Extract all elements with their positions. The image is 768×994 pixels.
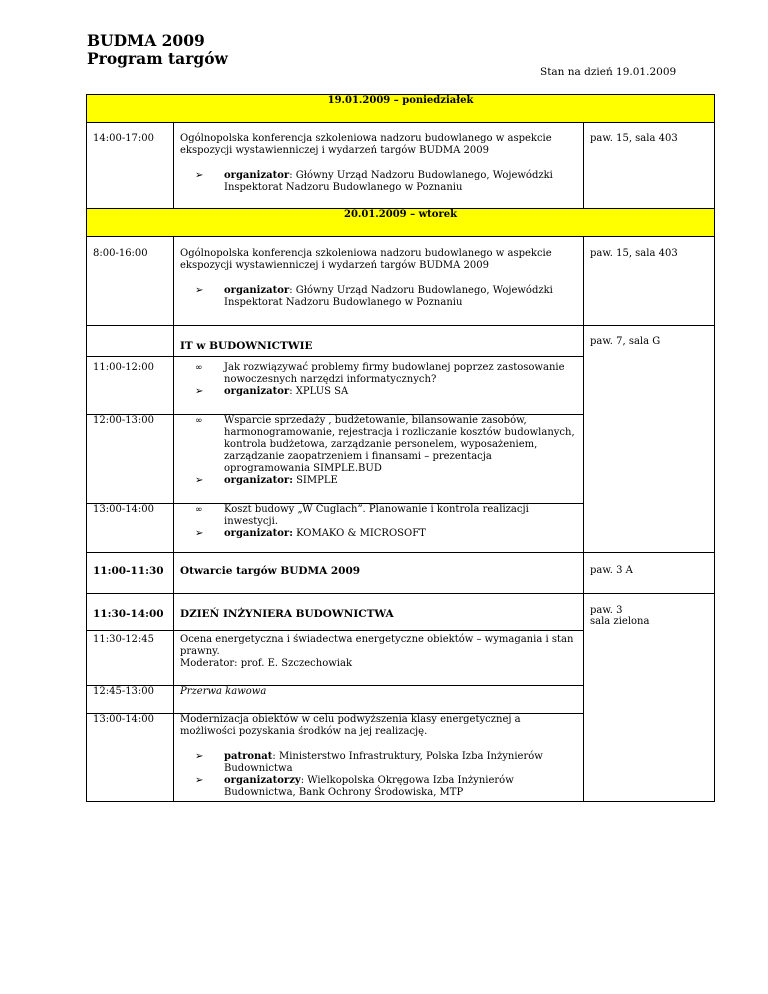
day1-header-row	[87, 95, 715, 123]
it-session-time: 11:00-12:00	[87, 357, 174, 415]
opening-room: paw. 3 A	[584, 553, 715, 594]
opening-row	[87, 553, 715, 594]
day2-conf-desc: Ogólnopolska konferencja szkoleniowa nadzoru budowlanego w aspekcie ekspozycji wystawienniczej i wydarzeń targów BUDMA 2009	[180, 248, 552, 271]
status-date: Stan na dzień 19.01.2009	[540, 66, 677, 78]
engineer-room-name: sala zielona	[590, 616, 650, 627]
title-line-1: BUDMA 2009	[87, 31, 205, 50]
organizer-text: : Główny Urząd Nadzoru Budowlanego, Wojewódzki Inspektorat Nadzoru Budowlanego w Poznaniu	[224, 285, 553, 308]
engineer-item-cell	[174, 686, 584, 714]
it-session-organizer: ➢ organizator: KOMAKO & MICROSOFT	[195, 528, 426, 539]
it-session-organizer: ➢ organizator: SIMPLE	[195, 475, 338, 486]
infinity-bullet-icon: ∞	[195, 416, 203, 426]
title-line-2: Program targów	[87, 49, 228, 68]
it-session-time: 13:00-14:00	[87, 504, 174, 553]
day2-conf-room: paw. 15, sala 403	[584, 237, 715, 326]
arrow-bullet-icon: ➢	[195, 285, 204, 296]
organizer-label: organizator	[224, 285, 290, 296]
engineer-item-cell	[174, 631, 584, 686]
day2-conf-time: 8:00-16:00	[87, 237, 174, 326]
engineer-item-text: Ocena energetyczna i świadectwa energetyczne obiektów – wymagania i stan prawny.	[180, 634, 574, 657]
it-session-topic: ∞ Wsparcie sprzedaży , budżetowanie, bilansowanie zasobów, harmonogramowanie, rejestracja i rozliczanie kosztów budowlanych, kontrola budżetowa, zarządzanie personelem, wyposażeniem, zarządzanie zaopatrzeniem i finansami – prezentacja oprogramowania SIMPLE.BUD	[195, 415, 575, 474]
engineer-item-cell	[174, 714, 584, 802]
it-session-topic: ∞ Jak rozwiązywać problemy firmy budowlanej poprzez zastosowanie nowoczesnych narzędzi informatycznych?	[195, 362, 565, 385]
day1-conference-row	[87, 123, 715, 209]
day2-heading: 20.01.2009 – wtorek	[87, 209, 715, 237]
engineer-room: paw. 3	[590, 605, 623, 616]
it-session-organizer: ➢ organizator: XPLUS SA	[195, 386, 349, 397]
day1-desc-cell	[174, 123, 584, 209]
organizer-text: : Główny Urząd Nadzoru Budowlanego, Wojewódzki Inspektorat Nadzoru Budowlanego w Poznaniu	[224, 170, 553, 193]
engineer-item-text: Modernizacja obiektów w celu podwyższenia klasy energetycznej a możliwości pozyskania środków na jej realizację.	[180, 714, 521, 737]
arrow-bullet-icon: ➢	[195, 475, 204, 486]
day2-conference-row	[87, 237, 715, 326]
arrow-bullet-icon: ➢	[195, 170, 204, 181]
arrow-bullet-icon: ➢	[195, 528, 204, 539]
engineer-organizers: ➢ organizatorzy: Wielkopolska Okręgowa Izba Inżynierów Budownictwa, Bank Ochrony Środowiska, MTP	[195, 775, 514, 798]
day2-header-row	[87, 209, 715, 237]
organizer-label: organizator	[224, 170, 290, 181]
day1-time: 14:00-17:00	[87, 123, 174, 209]
coffee-break: Przerwa kawowa	[180, 686, 267, 697]
it-title-row	[87, 326, 715, 357]
arrow-bullet-icon: ➢	[195, 775, 204, 786]
engineer-room-cell	[584, 594, 715, 802]
engineer-patron: ➢ patronat: Ministerstwo Infrastruktury, Polska Izba Inżynierów Budownictwa	[195, 751, 543, 774]
engineer-item-time: 11:30-12:45	[87, 631, 174, 686]
program-table	[86, 94, 715, 802]
it-session-time: 12:00-13:00	[87, 415, 174, 504]
engineer-item-time: 13:00-14:00	[87, 714, 174, 802]
infinity-bullet-icon: ∞	[195, 363, 203, 373]
document-title	[87, 32, 228, 68]
opening-time: 11:00-11:30	[87, 553, 174, 594]
day1-room: paw. 15, sala 403	[584, 123, 715, 209]
opening-title: Otwarcie targów BUDMA 2009	[174, 553, 584, 594]
day1-heading: 19.01.2009 – poniedziałek	[87, 95, 715, 123]
it-room: paw. 7, sala G	[584, 326, 715, 553]
day2-conf-cell	[174, 237, 584, 326]
it-session-cell	[174, 504, 584, 553]
engineer-title-row	[87, 594, 715, 631]
day1-organizer	[180, 170, 577, 194]
engineer-moderator: Moderator: prof. E. Szczechowiak	[180, 658, 352, 669]
arrow-bullet-icon: ➢	[195, 386, 204, 397]
engineer-title: DZIEŃ INŻYNIERA BUDOWNICTWA	[174, 594, 584, 631]
it-session-topic: ∞ Koszt budowy „W Cuglach”. Planowanie i kontrola realizacji inwestycji.	[195, 504, 529, 527]
it-title: IT w BUDOWNICTWIE	[174, 326, 584, 357]
it-session-cell	[174, 415, 584, 504]
day2-conf-organizer	[180, 285, 577, 309]
it-session-cell	[174, 357, 584, 415]
infinity-bullet-icon: ∞	[195, 505, 203, 515]
day1-desc: Ogólnopolska konferencja szkoleniowa nadzoru budowlanego w aspekcie ekspozycji wystawienniczej i wydarzeń targów BUDMA 2009	[180, 133, 552, 156]
engineer-time: 11:30-14:00	[87, 594, 174, 631]
engineer-item-time: 12:45-13:00	[87, 686, 174, 714]
arrow-bullet-icon: ➢	[195, 751, 204, 762]
